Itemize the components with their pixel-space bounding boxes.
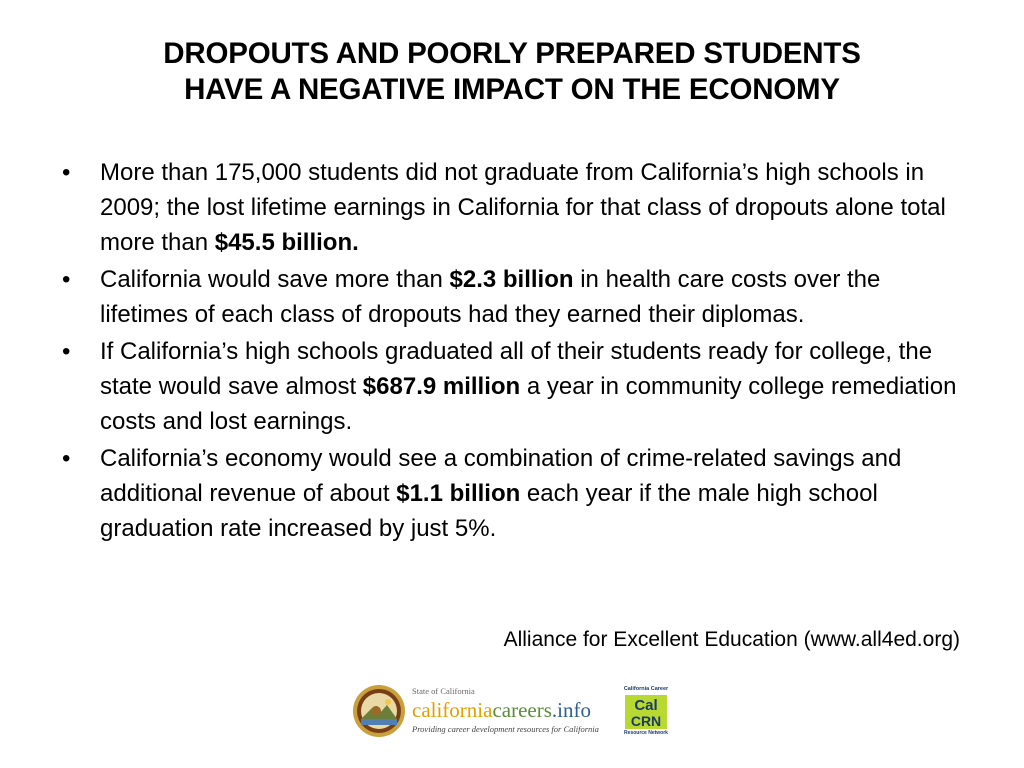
logo-tagline: Providing career development resources for California (412, 724, 599, 734)
californiacareers-wordmark (412, 698, 591, 722)
footer-logos (352, 684, 672, 740)
calcrn-header: California Career (623, 686, 669, 692)
bullet-symbol: • (62, 338, 71, 365)
bullet-text-after: a year in community college remediation costs and lost earnings. (100, 373, 957, 435)
slide-title-line-2: HAVE A NEGATIVE IMPACT ON THE ECONOMY (184, 73, 840, 106)
bullet-highlight: $1.1 billion (396, 480, 521, 507)
bullet-symbol: • (62, 159, 71, 186)
wordmark-part-info: .info (551, 698, 591, 722)
bullet-text-after: each year if the male high school graduation rate increased by just 5%. (100, 480, 878, 542)
wordmark-part-california: california (412, 698, 493, 722)
slide-title (0, 36, 1024, 108)
bullet-item (62, 334, 972, 439)
calcrn-mark-icon (625, 695, 667, 729)
state-label: State of California (412, 686, 475, 696)
bullet-highlight: $687.9 million (362, 373, 521, 400)
wordmark-part-careers: careers (492, 698, 552, 722)
bullet-item (62, 155, 972, 260)
bullet-symbol: • (62, 266, 71, 293)
calcrn-mark-top: Cal (634, 697, 658, 714)
california-state-seal-icon (352, 684, 406, 738)
bullet-item (62, 441, 972, 546)
bullet-item (62, 262, 972, 332)
bullet-highlight: $45.5 billion. (214, 229, 359, 256)
slide-title-line-1: DROPOUTS AND POORLY PREPARED STUDENTS (163, 37, 861, 70)
bullet-text-after: in health care costs over the lifetimes of each class of dropouts had they earned their diplomas. (100, 266, 881, 328)
bullet-text: If California’s high schools graduated all of their students ready for college, the state would save almost (100, 338, 933, 400)
calcrn-mark-bottom: CRN (630, 713, 662, 729)
bullet-symbol: • (62, 445, 71, 472)
bullet-text: California would save more than (100, 266, 450, 293)
calcrn-footer: Resource Network (624, 730, 668, 736)
calcrn-logo (622, 686, 670, 738)
bullet-list (62, 155, 972, 548)
bullet-highlight: $2.3 billion (449, 266, 574, 293)
bullet-text: More than 175,000 students did not graduate from California’s high schools in 2009; the lost lifetime earnings in California for that class of dropouts alone total more than (100, 159, 946, 256)
source-citation: Alliance for Excellent Education (www.all4ed.org) (503, 628, 960, 651)
bullet-text: California’s economy would see a combination of crime-related savings and additional revenue of about (100, 445, 902, 507)
californiacareers-info-logo (412, 686, 612, 738)
